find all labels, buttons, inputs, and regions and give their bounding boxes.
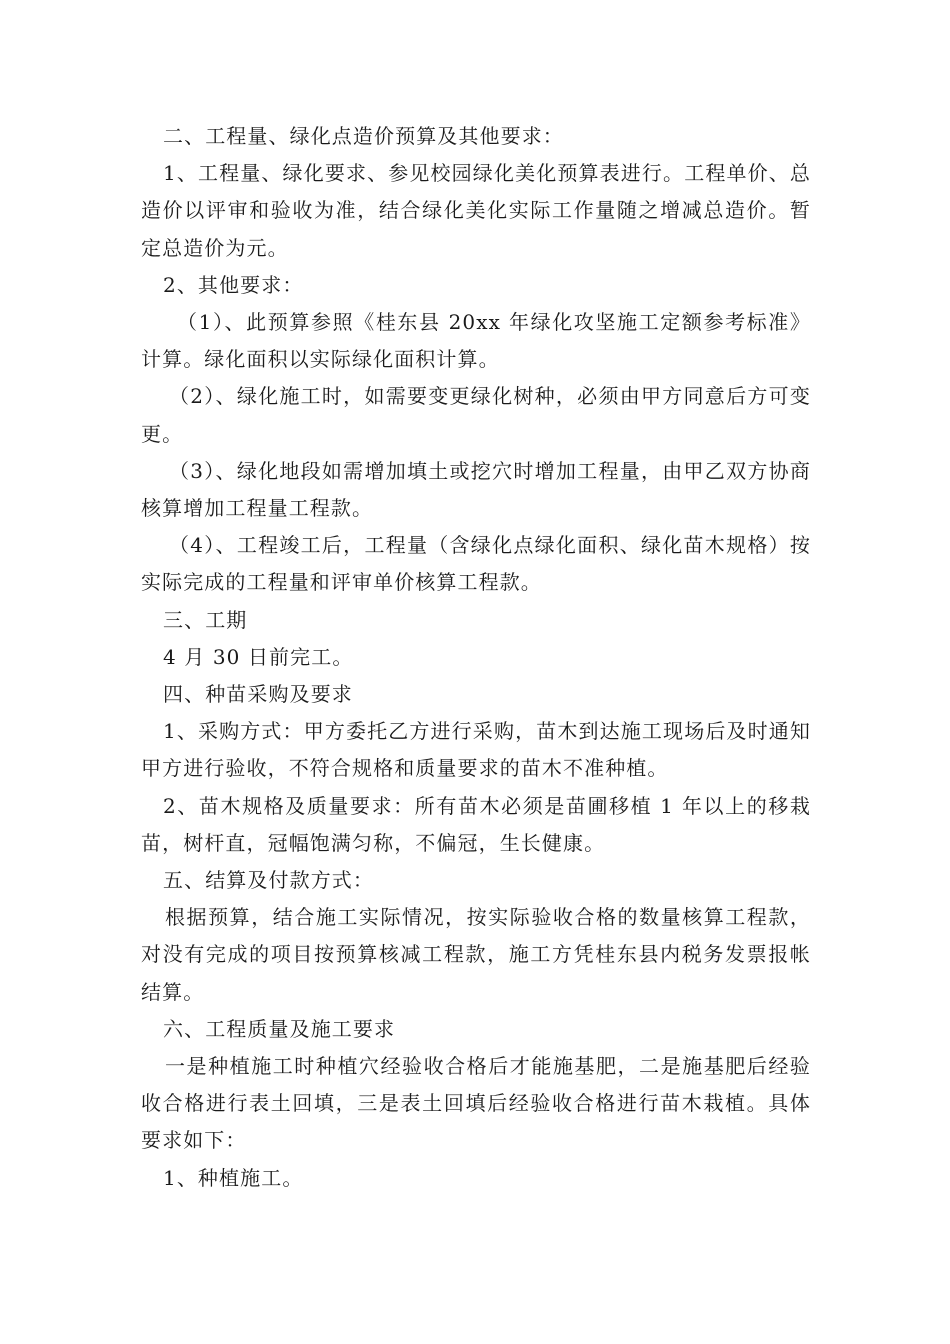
paragraph-quantity-requirements: 1、工程量、绿化要求、参见校园绿化美化预算表进行。工程单价、总造价以评审和验收为准，结合绿化美化实际工作量随之增减总造价。暂定总造价为元。 bbox=[141, 161, 811, 260]
paragraph-seedling-specs: 2、苗木规格及质量要求：所有苗木必须是苗圃移植 1 年以上的移栽苗，树杆直，冠幅饱满匀称，不偏冠，生长健康。 bbox=[141, 793, 811, 855]
heading-section-3: 三、工期 bbox=[163, 607, 248, 632]
paragraph-item-1: （1）、此预算参照《桂东县 20xx 年绿化攻坚施工定额参考标准》计算。绿化面积以实际绿化面积计算。 bbox=[141, 310, 811, 372]
paragraph-other-requirements: 2、其他要求： bbox=[163, 272, 304, 297]
heading-section-4: 四、种苗采购及要求 bbox=[163, 682, 353, 707]
heading-section-5: 五、结算及付款方式： bbox=[163, 868, 374, 893]
document-body bbox=[141, 118, 811, 1197]
paragraph-item-4: （4）、工程竣工后，工程量（含绿化点绿化面积、绿化苗木规格）按实际完成的工程量和评审单价核算工程款。 bbox=[141, 533, 811, 595]
paragraph-planting-construction: 1、种植施工。 bbox=[163, 1165, 304, 1190]
heading-section-6: 六、工程质量及施工要求 bbox=[163, 1016, 396, 1041]
paragraph-item-2: （2）、绿化施工时，如需要变更绿化树种，必须由甲方同意后方可变更。 bbox=[141, 384, 811, 446]
paragraph-deadline: 4 月 30 日前完工。 bbox=[163, 644, 354, 669]
paragraph-procurement-method: 1、采购方式：甲方委托乙方进行采购，苗木到达施工现场后及时通知甲方进行验收，不符合规格和质量要求的苗木不准种植。 bbox=[141, 719, 811, 781]
paragraph-item-3: （3）、绿化地段如需增加填土或挖穴时增加工程量，由甲乙双方协商核算增加工程量工程款。 bbox=[141, 458, 811, 521]
paragraph-settlement: 根据预算，结合施工实际情况，按实际验收合格的数量核算工程款，对没有完成的项目按预算核减工程款，施工方凭桂东县内税务发票报帐结算。 bbox=[141, 905, 811, 1004]
heading-section-2: 二、工程量、绿化点造价预算及其他要求： bbox=[163, 124, 564, 148]
paragraph-construction-steps: 一是种植施工时种植穴经验收合格后才能施基肥，二是施基肥后经验收合格进行表土回填，三是表土回填后经验收合格进行苗木栽植。具体要求如下： bbox=[141, 1054, 811, 1153]
